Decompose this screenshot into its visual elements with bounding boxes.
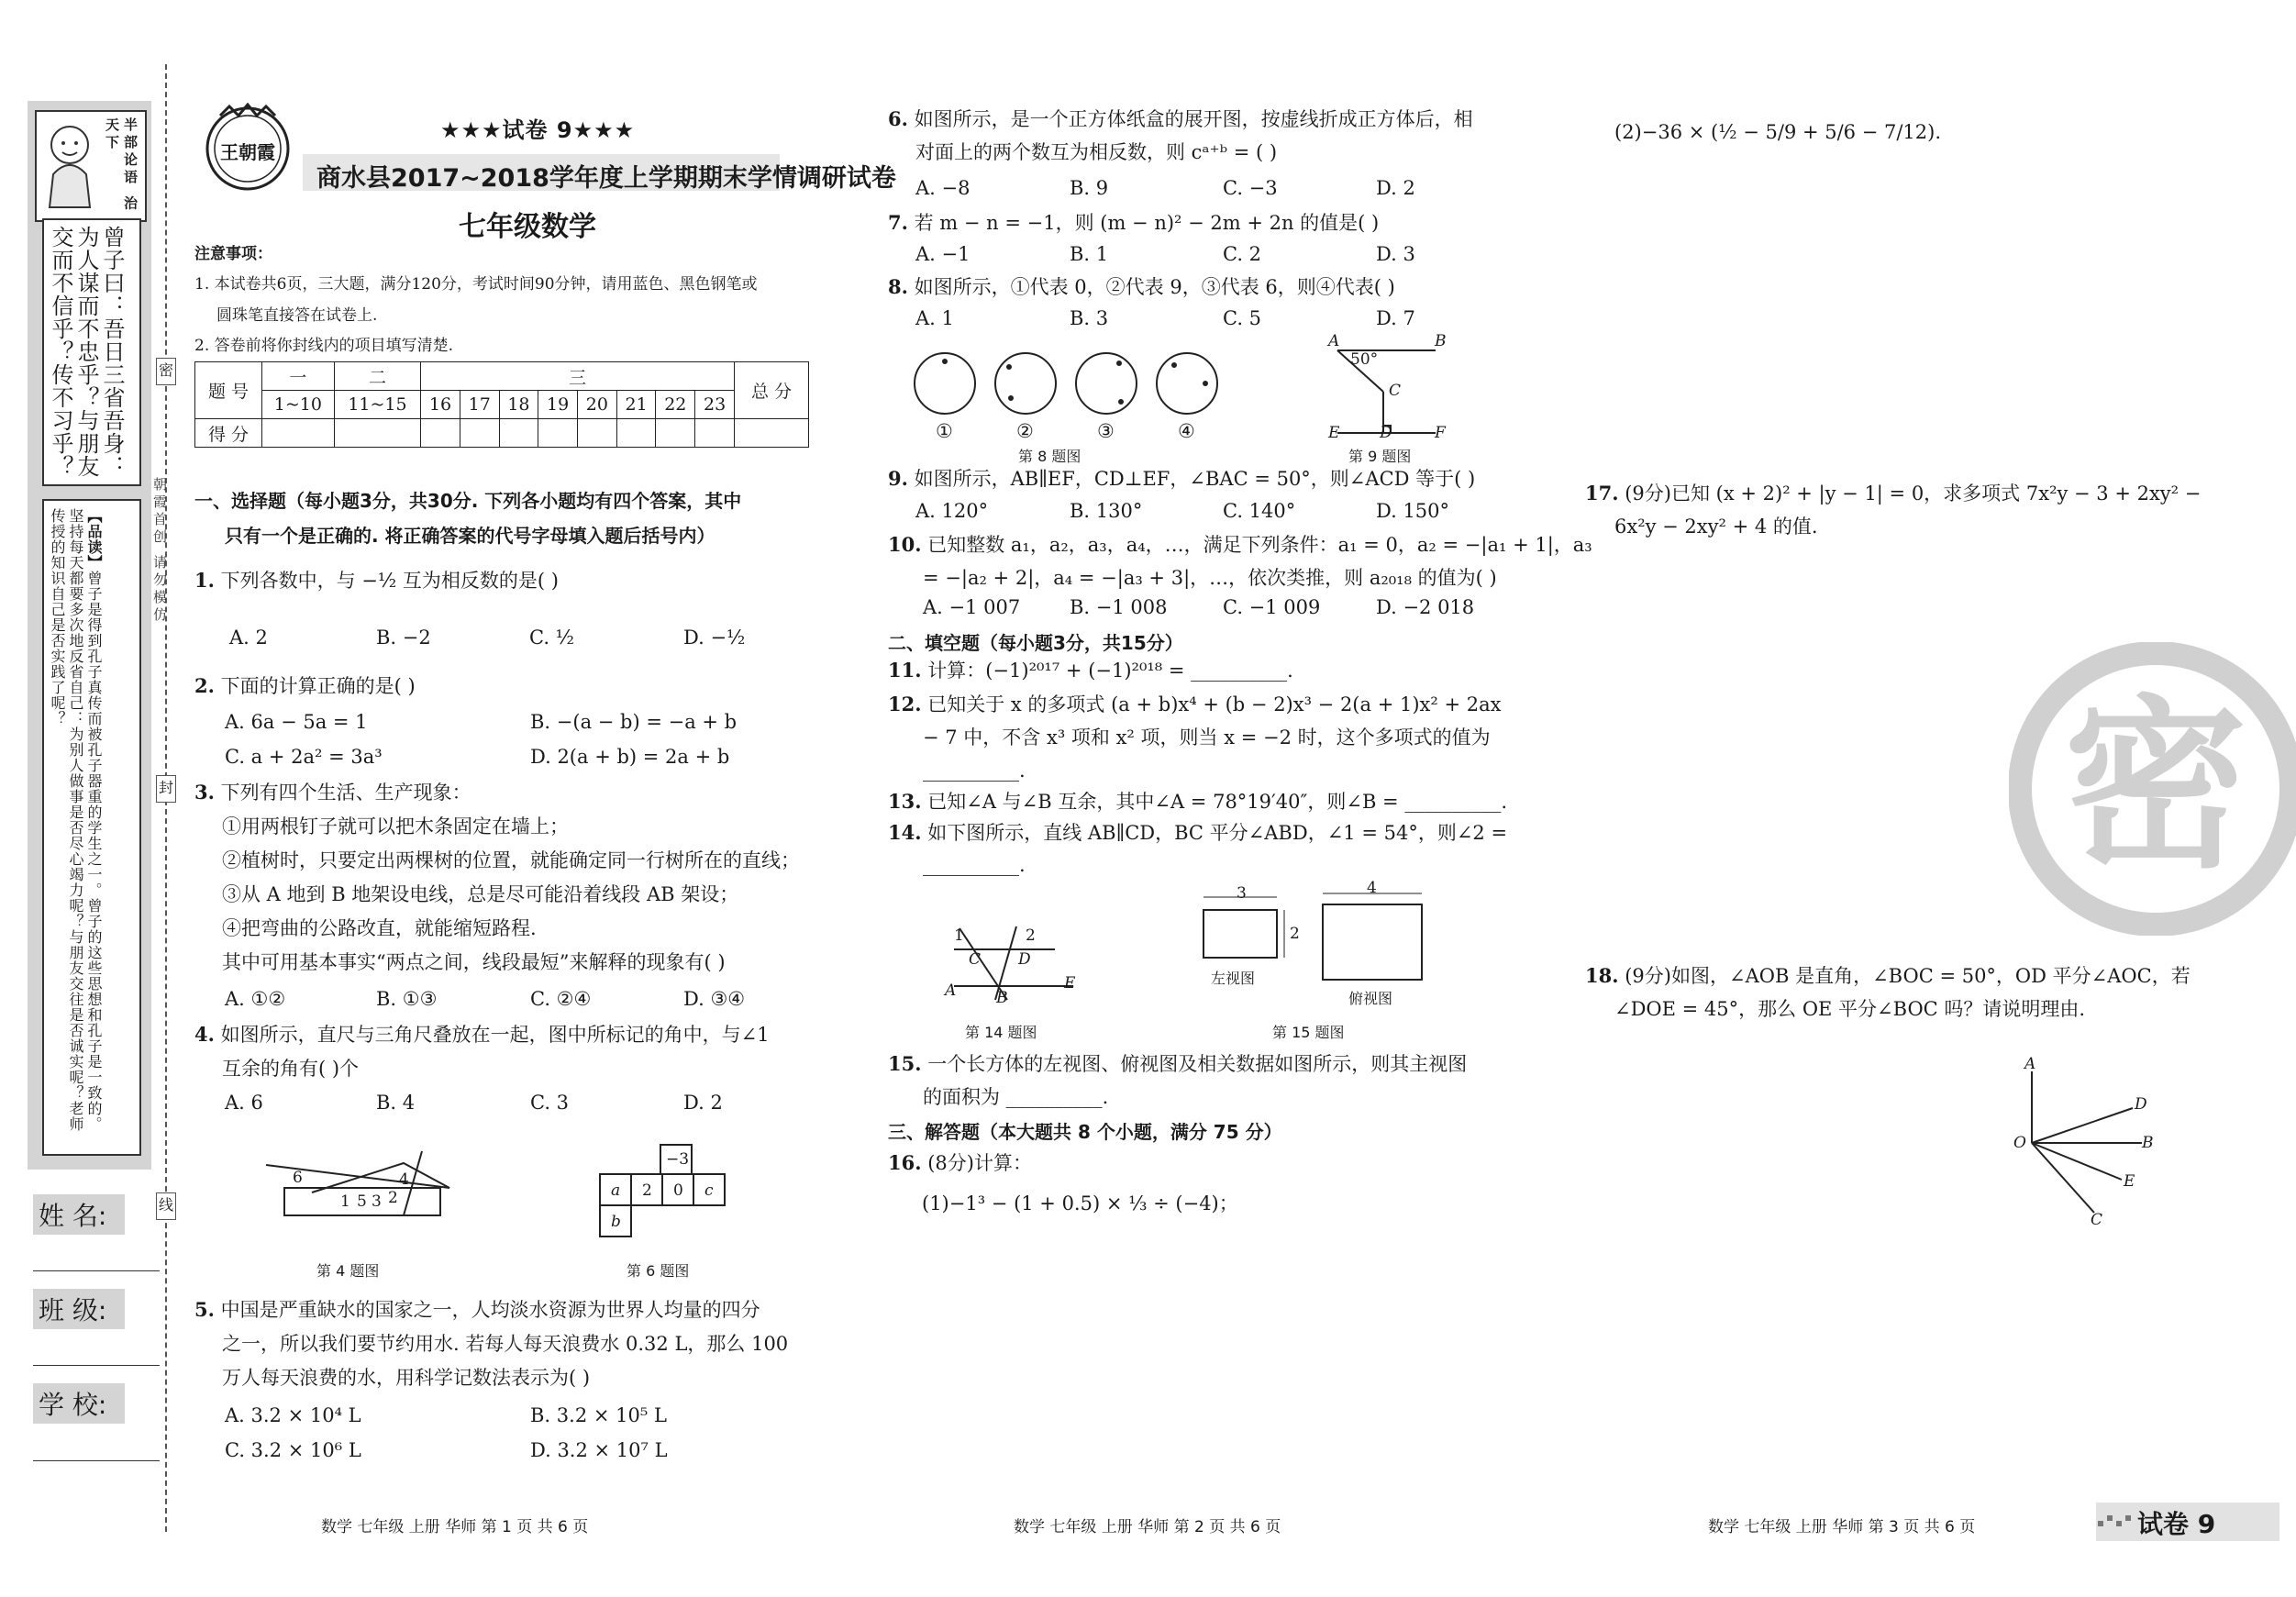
- q18-text: (9分)如图，∠AOB 是直角，∠BOC = 50°，OD 平分∠AOC，若: [1625, 965, 2191, 987]
- name-field[interactable]: [33, 1270, 160, 1271]
- exam-title: 商水县2017~2018学年度上学期期末学情调研试卷: [316, 164, 896, 193]
- q9-number: 9.: [888, 467, 908, 490]
- figure-4: [261, 1147, 454, 1229]
- figure-14: [945, 917, 1082, 1009]
- q6-text: 如图所示，是一个正方体纸盒的展开图，按虚线折成正方体后，相: [914, 108, 1473, 130]
- q15: [888, 1048, 1467, 1081]
- q6: [888, 103, 1473, 136]
- q7-option-c: C. 2: [1223, 243, 1262, 265]
- pindu-label: 【品读】: [85, 508, 103, 571]
- motto-title: 半部论语 治天下: [104, 117, 139, 214]
- q5-option-b: B. 3.2 × 10⁵ L: [530, 1404, 667, 1426]
- q3-line-2: ②植树时，只要定出两棵树的位置，就能确定同一行树所在的直线；: [222, 849, 800, 871]
- q9-option-c: C. 140°: [1223, 500, 1296, 522]
- score-cell[interactable]: [262, 419, 335, 448]
- score-cell[interactable]: [499, 419, 538, 448]
- q15-text: 一个长方体的左视图、俯视图及相关数据如图所示，则其主视图: [927, 1053, 1468, 1075]
- part1-heading: 一、选择题（每小题3分，共30分. 下列各小题均有四个答案，其中: [194, 490, 742, 512]
- q3: [194, 776, 471, 809]
- class-field[interactable]: [33, 1365, 160, 1366]
- fig14-caption: 第 14 题图: [965, 1024, 1037, 1041]
- q1-number: 1.: [194, 569, 215, 592]
- secret-watermark: [2009, 642, 2296, 936]
- q8-option-c: C. 5: [1223, 307, 1262, 329]
- q5-option-d: D. 3.2 × 10⁷ L: [530, 1439, 668, 1461]
- q6-number: 6.: [888, 107, 908, 130]
- notice-item-1b: 圆珠笔直接答在试卷上.: [216, 306, 378, 325]
- circle-label: ③: [1097, 420, 1115, 442]
- score-total: 总 分: [735, 362, 809, 419]
- fig9-label: E: [1328, 424, 1340, 442]
- q14-text: 如下图所示，直线 AB∥CD，BC 平分∠ABD，∠1 = 54°，则∠2 =: [927, 822, 1508, 844]
- pindu-box: [42, 499, 141, 1156]
- quote-box: [42, 218, 141, 486]
- q2: [194, 670, 416, 703]
- circle-label: ①: [936, 420, 953, 442]
- q4-option-d: D. 2: [683, 1092, 723, 1114]
- notice-title: 注意事项：: [194, 245, 272, 263]
- q12-line-1: 已知关于 x 的多项式 (a + b)x⁴ + (b − 2)x³ − 2(a + 1)x² + 2ax: [927, 693, 1502, 715]
- fig8-caption: 第 8 题图: [1018, 448, 1081, 465]
- fig4-label: 1: [340, 1192, 350, 1211]
- fig18-label: E: [2124, 1172, 2135, 1191]
- q4-text-2: 互余的角有( )个: [222, 1058, 360, 1080]
- q10-option-c: C. −1 009: [1223, 596, 1321, 618]
- q5-line-2: 之一，所以我们要节约用水. 若每人每天浪费水 0.32 L，那么 100: [222, 1333, 789, 1355]
- fig15-dim: 3: [1237, 884, 1247, 903]
- fig9-caption: 第 9 题图: [1348, 448, 1412, 465]
- fig9-label: A: [1328, 332, 1340, 350]
- school-label: 学 校:: [39, 1390, 107, 1420]
- fig15-left-view: 左视图: [1211, 970, 1256, 987]
- q6-option-d: D. 2: [1376, 177, 1415, 199]
- fig18-label: O: [2013, 1134, 2026, 1152]
- name-label: 姓 名:: [39, 1201, 107, 1231]
- footer-page-3: 数学 七年级 上册 华师 第 3 页 共 6 页: [1708, 1518, 1976, 1536]
- q3-line-3: ③从 A 地到 B 地架设电线，总是尽可能沿着线段 AB 架设；: [222, 883, 739, 905]
- q15-text-2: 的面积为 __________.: [923, 1086, 1109, 1108]
- q2-option-c: C. a + 2a² = 3a³: [225, 746, 383, 768]
- q15-number: 15.: [888, 1052, 922, 1075]
- q1-text: 下列各数中，与 −½ 互为相反数的是( ): [220, 570, 559, 592]
- q10-option-b: B. −1 008: [1070, 596, 1168, 618]
- notice-item-1: 1. 本试卷共6页，三大题，满分120分，考试时间90分钟，请用蓝色、黑色钢笔或: [194, 275, 758, 294]
- q5-line-3: 万人每天浪费的水，用科学记数法表示为( ): [222, 1367, 591, 1389]
- q7-text: 若 m − n = −1，则 (m − n)² − 2m + 2n 的值是( ): [914, 212, 1380, 234]
- q5-line-1: 中国是严重缺水的国家之一，人均淡水资源为世界人均量的四分: [220, 1299, 760, 1321]
- score-section-three: 三: [421, 362, 735, 391]
- notice-item-2: 2. 答卷前将你封线内的项目填写清楚.: [194, 337, 454, 355]
- q2-option-a: A. 6a − 5a = 1: [225, 711, 368, 733]
- fig14-label: A: [945, 981, 957, 1000]
- fig9-label: C: [1389, 382, 1402, 400]
- fig15-caption: 第 15 题图: [1272, 1024, 1345, 1041]
- q6-option-a: A. −8: [915, 177, 971, 199]
- q7-option-b: B. 1: [1070, 243, 1109, 265]
- q14-number: 14.: [888, 821, 922, 844]
- fig6-caption: 第 6 题图: [627, 1262, 690, 1280]
- q7-number: 7.: [888, 211, 908, 234]
- q13-text: 已知∠A 与∠B 互余，其中∠A = 78°19′40″，则∠B = __________.: [927, 791, 1508, 813]
- school-field[interactable]: [33, 1460, 160, 1461]
- q3-option-d: D. ③④: [683, 988, 746, 1010]
- score-row-label-2: 得 分: [195, 419, 262, 448]
- figure-9: [1321, 332, 1459, 442]
- seal-char-2: 封: [156, 775, 176, 803]
- q10-option-d: D. −2 018: [1376, 596, 1475, 618]
- q16-text: (8分)计算：: [927, 1152, 1032, 1174]
- q11: [888, 654, 1293, 687]
- q16-sub-1: (1)−1³ − (1 + 0.5) × ⅓ ÷ (−4)；: [922, 1192, 1238, 1214]
- motto-box: [35, 110, 147, 222]
- q1-option-a: A. 2: [229, 627, 268, 649]
- q5-option-c: C. 3.2 × 10⁶ L: [225, 1439, 361, 1461]
- q9-option-b: B. 130°: [1070, 500, 1143, 522]
- q14-text-2: __________.: [923, 854, 1026, 876]
- pindu-text: 曾子是得到孔子真传而被孔子器重的学生之一。曾子的这些思想和孔子是一致的。坚持每天都要多次地反省自己：为别人做事是否尽心竭力呢？与朋友交往是否诚实呢？老师传授的知识自己是否实践了呢？: [49, 508, 103, 1132]
- score-cell[interactable]: [578, 419, 617, 448]
- fig15-top-view: 俯视图: [1348, 990, 1393, 1007]
- score-col: 17: [460, 391, 499, 419]
- fig4-label: 3: [372, 1192, 382, 1211]
- q8-number: 8.: [888, 275, 908, 298]
- q8-option-a: A. 1: [915, 307, 954, 329]
- footer-page-2: 数学 七年级 上册 华师 第 2 页 共 6 页: [1014, 1518, 1281, 1536]
- score-cell[interactable]: [735, 419, 809, 448]
- fig15-dim: 2: [1290, 925, 1300, 943]
- fig14-label: D: [1018, 950, 1031, 969]
- score-cell[interactable]: [460, 419, 499, 448]
- q7-option-a: A. −1: [915, 243, 971, 265]
- fig14-label: E: [1064, 974, 1076, 993]
- q16: [888, 1147, 1032, 1180]
- q3-option-c: C. ②④: [530, 988, 592, 1010]
- seal-char-1: 密: [156, 358, 176, 385]
- score-cell[interactable]: [656, 419, 695, 448]
- q8: [888, 271, 1395, 304]
- q12: [888, 688, 1501, 721]
- fig14-label: 1: [954, 926, 964, 945]
- q10-option-a: A. −1 007: [923, 596, 1021, 618]
- score-row-label-1: 题 号: [195, 362, 262, 419]
- net-face: 0: [673, 1181, 683, 1200]
- q11-text: 计算：(−1)²⁰¹⁷ + (−1)²⁰¹⁸ = __________.: [927, 660, 1293, 682]
- fig4-label: 2: [388, 1189, 398, 1207]
- q14: [888, 816, 1507, 849]
- q1-option-d: D. −½: [683, 627, 746, 649]
- score-col: 21: [616, 391, 656, 419]
- net-face: 2: [642, 1181, 652, 1200]
- circle-label: ②: [1016, 420, 1034, 442]
- score-cell[interactable]: [538, 419, 578, 448]
- fig9-label: F: [1435, 424, 1446, 442]
- subject-title: 七年级数学: [459, 211, 596, 243]
- q3-line-1: ①用两根钉子就可以把木条固定在墙上；: [222, 815, 569, 837]
- q4-number: 4.: [194, 1023, 215, 1046]
- net-face: b: [611, 1213, 621, 1231]
- score-cell[interactable]: [334, 419, 420, 448]
- figure-8-circles: [908, 347, 1220, 420]
- part3-heading: 三、解答题（本大题共 8 个小题，满分 75 分）: [888, 1121, 1282, 1143]
- q3-number: 3.: [194, 781, 215, 804]
- q13-number: 13.: [888, 790, 922, 813]
- q7: [888, 206, 1379, 239]
- q10-number: 10.: [888, 533, 922, 556]
- q12-number: 12.: [888, 693, 922, 715]
- score-section-one: 一: [262, 362, 335, 391]
- score-col: 23: [695, 391, 735, 419]
- q12-line-2: − 7 中，不含 x³ 项和 x² 项，则当 x = −2 时，这个多项式的值为: [923, 726, 1491, 749]
- net-face: c: [704, 1181, 714, 1200]
- net-face: a: [611, 1181, 621, 1200]
- fig9-label: 50°: [1350, 350, 1379, 369]
- fig14-label: 2: [1026, 926, 1036, 945]
- q8-text: 如图所示，①代表 0，②代表 9，③代表 6，则④代表( ): [914, 276, 1395, 298]
- figure-15: [1194, 879, 1442, 1011]
- q16-sub-2: (2)−36 × (½ − 5/9 + 5/6 − 7/12).: [1614, 121, 1942, 143]
- part2-heading: 二、填空题（每小题3分，共15分）: [888, 632, 1183, 654]
- footer-page-1: 数学 七年级 上册 华师 第 1 页 共 6 页: [321, 1518, 589, 1536]
- q8-option-d: D. 7: [1376, 307, 1415, 329]
- q11-number: 11.: [888, 659, 922, 682]
- q3-line-5: 其中可用基本事实“两点之间，线段最短”来解释的现象有( ): [222, 951, 726, 973]
- q9: [888, 462, 1475, 495]
- q1-option-b: B. −2: [376, 627, 431, 649]
- q7-option-d: D. 3: [1376, 243, 1415, 265]
- q3-text: 下列有四个生活、生产现象：: [220, 782, 471, 804]
- q2-text: 下面的计算正确的是( ): [220, 675, 416, 697]
- fig4-label: 6: [293, 1169, 303, 1187]
- net-face: −3: [666, 1150, 690, 1169]
- q17-number: 17.: [1585, 482, 1619, 505]
- q6-text-2: 对面上的两个数互为相反数，则 cᵃ⁺ᵇ = ( ): [915, 141, 1278, 163]
- q17-text: (9分)已知 (x + 2)² + |y − 1| = 0，求多项式 7x²y − 3 + 2xy² −: [1625, 482, 2202, 505]
- score-cell[interactable]: [616, 419, 656, 448]
- q5: [194, 1293, 760, 1326]
- q2-number: 2.: [194, 674, 215, 697]
- score-cell[interactable]: [421, 419, 460, 448]
- q8-option-b: B. 3: [1070, 307, 1109, 329]
- q18: [1585, 959, 2191, 993]
- fig9-label: D: [1380, 424, 1392, 442]
- score-col: 16: [421, 391, 460, 419]
- q4-option-c: C. 3: [530, 1092, 570, 1114]
- circle-label: ④: [1178, 420, 1195, 442]
- q12-line-3: __________.: [923, 760, 1026, 782]
- fig14-label: C: [969, 950, 982, 969]
- q4-text: 如图所示，直尺与三角尺叠放在一起，图中所标记的角中，与∠1: [220, 1024, 770, 1046]
- paper-tag: 试卷 9: [2137, 1509, 2216, 1539]
- score-col: 1~10: [262, 391, 335, 419]
- q18-text-2: ∠DOE = 45°，那么 OE 平分∠BOC 吗？请说明理由.: [1614, 998, 2086, 1020]
- score-col: 19: [538, 391, 578, 419]
- score-cell[interactable]: [695, 419, 735, 448]
- confucius-illustration: [42, 119, 97, 211]
- q5-number: 5.: [194, 1298, 215, 1321]
- q10-line-1: 已知整数 a₁，a₂，a₃，a₄，…，满足下列条件：a₁ = 0，a₂ = −|a₁ + 1|，a₃: [927, 534, 1592, 556]
- q9-text: 如图所示，AB∥EF，CD⊥EF，∠BAC = 50°，则∠ACD 等于( ): [914, 468, 1476, 490]
- q6-option-c: C. −3: [1223, 177, 1278, 199]
- score-col: 20: [578, 391, 617, 419]
- logo-text: 王朝霞: [220, 141, 275, 163]
- fig18-label: A: [2024, 1055, 2036, 1073]
- q4: [194, 1018, 770, 1051]
- q3-option-b: B. ①③: [376, 988, 438, 1010]
- q5-option-a: A. 3.2 × 10⁴ L: [225, 1404, 361, 1426]
- score-section-two: 二: [334, 362, 420, 391]
- score-col: 11~15: [334, 391, 420, 419]
- fig18-label: C: [2091, 1211, 2103, 1229]
- figure-18: [2013, 1055, 2154, 1229]
- q10: [888, 528, 1592, 561]
- fig18-label: B: [2142, 1134, 2154, 1152]
- q9-option-d: D. 150°: [1376, 500, 1450, 522]
- watermark-char: 密: [2063, 680, 2247, 893]
- part1-heading-2: 只有一个是正确的. 将正确答案的代号字母填入题后括号内）: [225, 525, 715, 547]
- q2-option-d: D. 2(a + b) = 2a + b: [530, 746, 730, 768]
- score-col: 18: [499, 391, 538, 419]
- score-col: 22: [656, 391, 695, 419]
- fig4-label: 4: [399, 1170, 409, 1189]
- brand-logo: [193, 103, 303, 194]
- figure-6-net: [594, 1143, 732, 1238]
- seal-char-3: 线: [156, 1192, 176, 1220]
- fig4-caption: 第 4 题图: [316, 1262, 380, 1280]
- q4-option-a: A. 6: [225, 1092, 263, 1114]
- q18-number: 18.: [1585, 964, 1619, 987]
- paper-number: ★★★试卷 9★★★: [440, 117, 636, 143]
- q3-option-a: A. ①②: [225, 988, 286, 1010]
- score-table: [194, 361, 809, 448]
- q13: [888, 785, 1507, 818]
- q16-number: 16.: [888, 1151, 922, 1174]
- zengzi-quote: 曾子曰：吾日三省吾身：为人谋而不忠乎？与朋友交而不信乎？传不习乎？: [48, 226, 125, 478]
- q1: [194, 564, 559, 597]
- q1-option-c: C. ½: [529, 627, 575, 649]
- fig18-label: D: [2135, 1095, 2147, 1114]
- q4-option-b: B. 4: [376, 1092, 416, 1114]
- class-label: 班 级:: [39, 1295, 107, 1325]
- q6-option-b: B. 9: [1070, 177, 1109, 199]
- q3-line-4: ④把弯曲的公路改直，就能缩短路程.: [222, 917, 537, 939]
- side-note: 朝霞首创 请勿模仿: [151, 477, 168, 625]
- fig15-dim: 4: [1367, 879, 1377, 897]
- q17-text-2: 6x²y − 2xy² + 4 的值.: [1614, 516, 1818, 538]
- q17: [1585, 477, 2201, 510]
- paper-tag-dots-icon: [2096, 1512, 2133, 1530]
- fig14-label: B: [996, 989, 1008, 1007]
- fig9-label: B: [1435, 332, 1447, 350]
- fig4-label: 5: [357, 1192, 367, 1211]
- q10-line-2: = −|a₂ + 2|，a₄ = −|a₃ + 3|，…，依次类推，则 a₂₀₁₈ 的值为( ): [923, 567, 1497, 589]
- q2-option-b: B. −(a − b) = −a + b: [530, 711, 738, 733]
- q9-option-a: A. 120°: [915, 500, 989, 522]
